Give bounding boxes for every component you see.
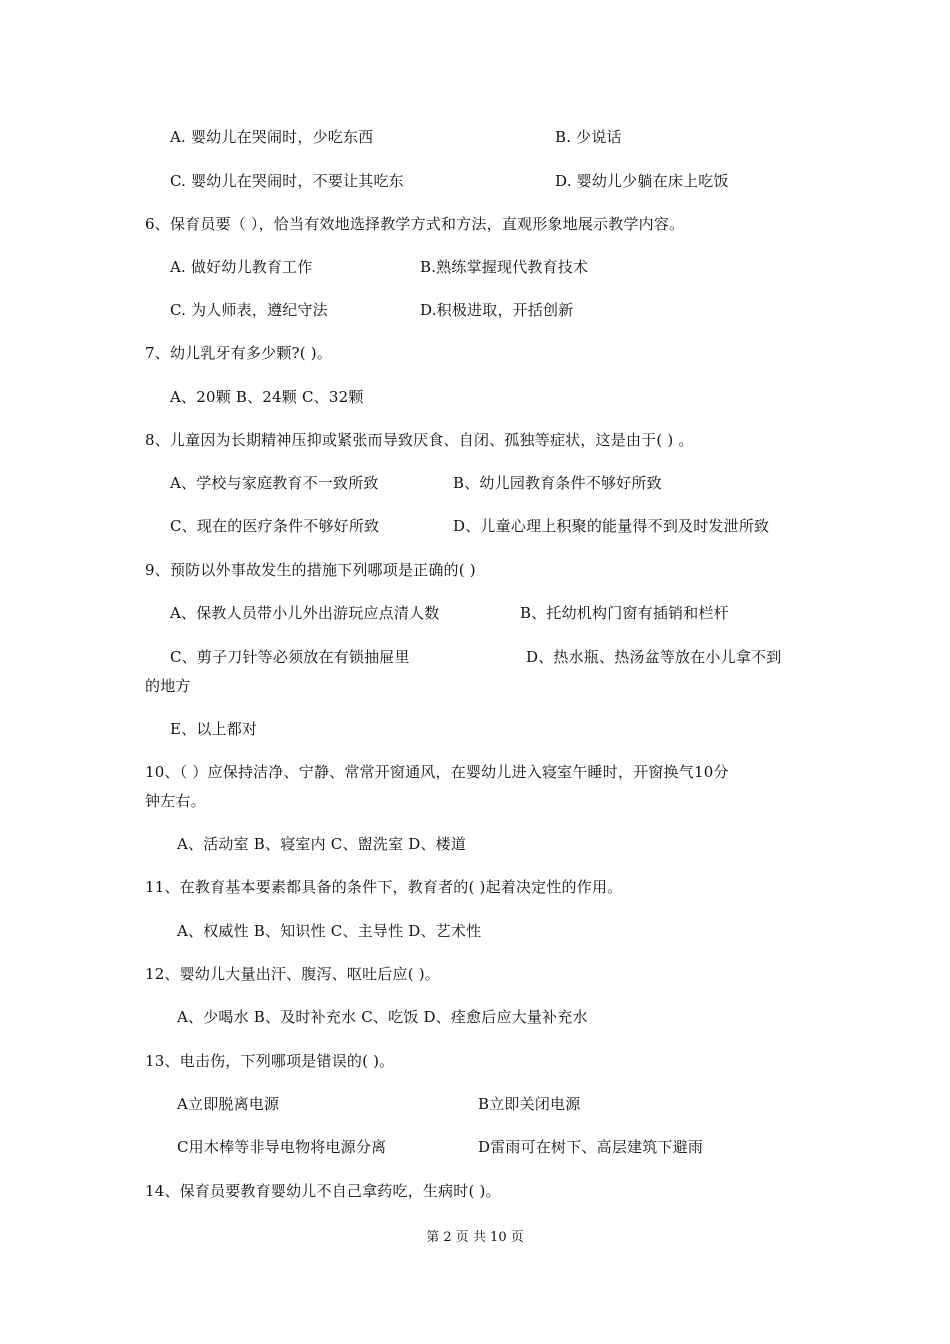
q11-options: A、权威性 B、知识性 C、主导性 D、艺术性 xyxy=(177,922,482,940)
page-number-footer: 第 2 页 共 10 页 xyxy=(426,1230,524,1245)
q5-option-b: B. 少说话 xyxy=(555,128,622,146)
q11-stem: 11、在教育基本要素都具备的条件下，教育者的( )起着决定性的作用。 xyxy=(145,878,623,896)
q10-stem-line2: 钟左右。 xyxy=(145,792,206,810)
q12-stem: 12、婴幼儿大量出汗、腹泻、呕吐后应( )。 xyxy=(145,965,440,983)
q7-options: A、20颗 B、24颗 C、32颗 xyxy=(170,388,364,406)
q10-stem-line1: 10、（ ）应保持洁净、宁静、常常开窗通风，在婴幼儿进入寝室午睡时，开窗换气10分 xyxy=(145,763,729,781)
q8-option-c: C、现在的医疗条件不够好所致 xyxy=(170,517,380,535)
q10-options: A、活动室 B、寝室内 C、盥洗室 D、楼道 xyxy=(177,835,467,853)
q5-option-d: D. 婴幼儿少躺在床上吃饭 xyxy=(555,172,729,190)
q12-options: A、少喝水 B、及时补充水 C、吃饭 D、痊愈后应大量补充水 xyxy=(177,1008,588,1026)
q8-option-b: B、幼儿园教育条件不够好所致 xyxy=(453,474,662,492)
q13-option-c: C用木棒等非导电物将电源分离 xyxy=(177,1138,387,1156)
q7-stem: 7、幼儿乳牙有多少颗?( )。 xyxy=(145,344,333,362)
q13-stem: 13、电击伤，下列哪项是错误的( )。 xyxy=(145,1052,395,1070)
q6-option-b: B.熟练掌握现代教育技术 xyxy=(420,258,589,276)
q14-stem: 14、保育员要教育婴幼儿不自己拿药吃，生病时( )。 xyxy=(145,1182,501,1200)
q8-stem: 8、儿童因为长期精神压抑或紧张而导致厌食、自闭、孤独等症状，这是由于( ) 。 xyxy=(145,431,694,449)
q13-option-a: A立即脱离电源 xyxy=(177,1095,280,1113)
q9-option-c: C、剪子刀针等必须放在有锁抽屉里 xyxy=(170,648,410,666)
q13-option-b: B立即关闭电源 xyxy=(478,1095,581,1113)
q8-option-d: D、儿童心理上积聚的能量得不到及时发泄所致 xyxy=(453,517,770,535)
q9-stem: 9、预防以外事故发生的措施下列哪项是正确的( ) xyxy=(145,561,476,579)
q6-option-d: D.积极进取，开括创新 xyxy=(420,301,574,319)
q6-option-a: A. 做好幼儿教育工作 xyxy=(170,258,313,276)
q5-option-a: A. 婴幼儿在哭闹时，少吃东西 xyxy=(170,128,374,146)
q6-stem: 6、保育员要（ ），恰当有效地选择教学方式和方法，直观形象地展示教学内容。 xyxy=(145,215,685,233)
q6-option-c: C. 为人师表，遵纪守法 xyxy=(170,301,328,319)
q9-option-d: D、热水瓶、热汤盆等放在小儿拿不到 xyxy=(526,648,782,666)
q13-option-d: D雷雨可在树下、高层建筑下避雨 xyxy=(478,1138,704,1156)
q9-option-b: B、托幼机构门窗有插销和栏杆 xyxy=(520,604,729,622)
q9-option-d-continued: 的地方 xyxy=(145,677,191,695)
q8-option-a: A、学校与家庭教育不一致所致 xyxy=(170,474,379,492)
q5-option-c: C. 婴幼儿在哭闹时，不要让其吃东 xyxy=(170,172,404,190)
q9-option-e: E、以上都对 xyxy=(170,720,258,738)
q9-option-a: A、保教人员带小儿外出游玩应点清人数 xyxy=(170,604,440,622)
